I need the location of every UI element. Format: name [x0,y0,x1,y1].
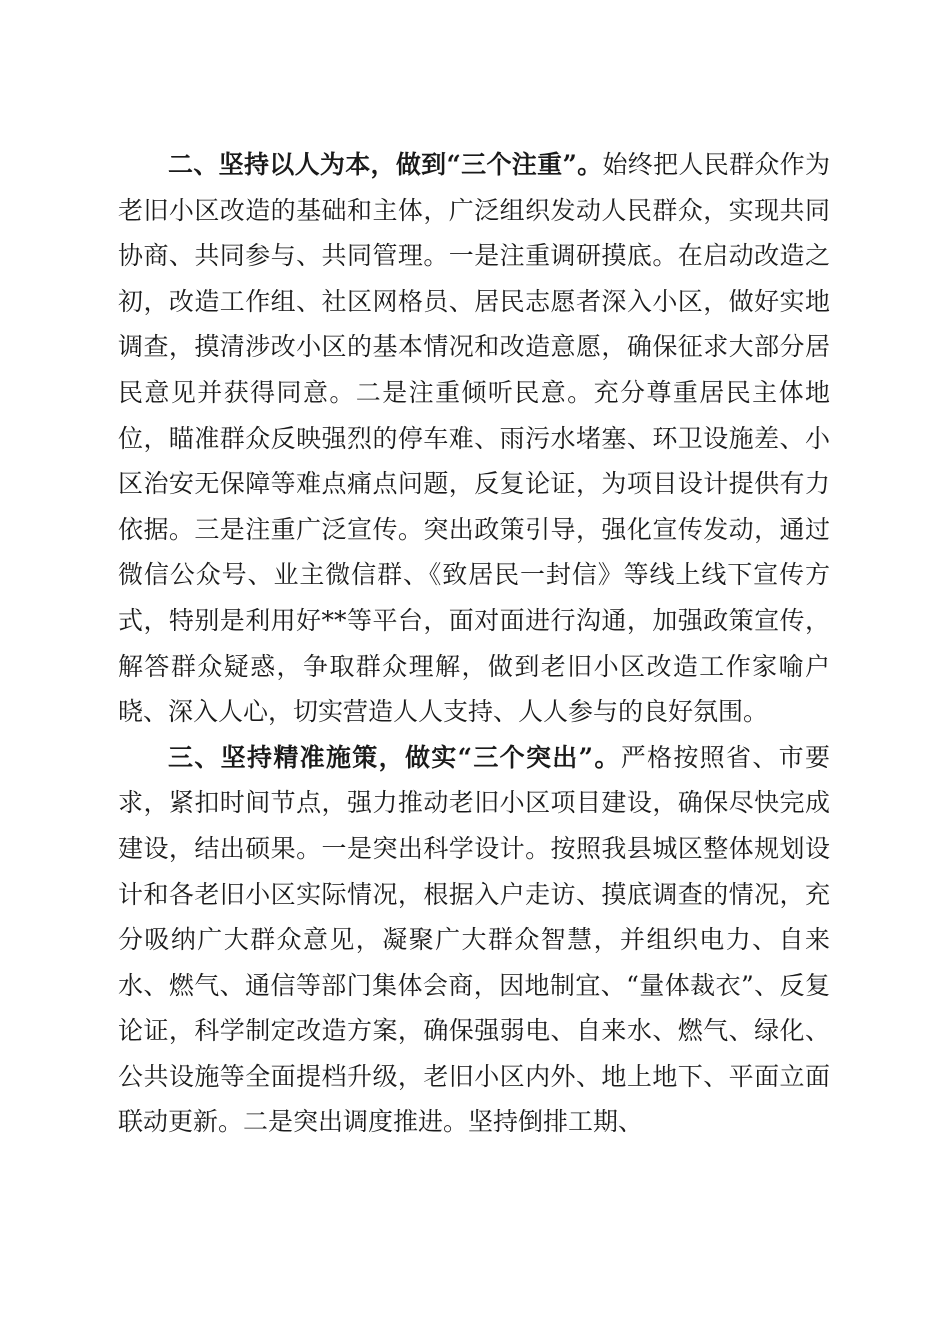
paragraph-section-three [118,735,830,1145]
paragraph-section-two [118,142,830,735]
section-heading-three: 三、坚持精准施策，做实“三个突出”。 [168,742,621,772]
section-text-two: 始终把人民群众作为老旧小区改造的基础和主体，广泛组织发动人民群众，实现共同协商、共同参与、共同管理。一是注重调研摸底。在启动改造之初，改造工作组、社区网格员、居民志愿者深入小区，做好实地调查，摸清涉改小区的基本情况和改造意愿，确保征求大部分居民意见并获得同意。二是注重倾听民意。充分尊重居民主体地位，瞄准群众反映强烈的停车难、雨污水堵塞、环卫设施差、小区治安无保障等难点痛点问题，反复论证，为项目设计提供有力依据。三是注重广泛宣传。突出政策引导，强化宣传发动，通过微信公众号、业主微信群、《致居民一封信》等线上线下宣传方式，特别是利用好**等平台，面对面进行沟通，加强政策宣传，解答群众疑惑，争取群众理解，做到老旧小区改造工作家喻户晓、深入人心，切实营造人人支持、人人参与的良好氛围。 [118,150,830,727]
document-body [118,142,830,1145]
section-text-three: 严格按照省、市要求，紧扣时间节点，强力推动老旧小区项目建设，确保尽快完成建设，结出硕果。一是突出科学设计。按照我县城区整体规划设计和各老旧小区实际情况，根据入户走访、摸底调查的情况，充分吸纳广大群众意见，凝聚广大群众智慧，并组织电力、自来水、燃气、通信等部门集体会商，因地制宜、“量体裁衣”、反复论证，科学制定改造方案，确保强弱电、自来水、燃气、绿化、公共设施等全面提档升级，老旧小区内外、地上地下、平面立面联动更新。二是突出调度推进。坚持倒排工期、 [118,742,830,1137]
section-heading-two: 二、坚持以人为本，做到“三个注重”。 [168,150,603,179]
